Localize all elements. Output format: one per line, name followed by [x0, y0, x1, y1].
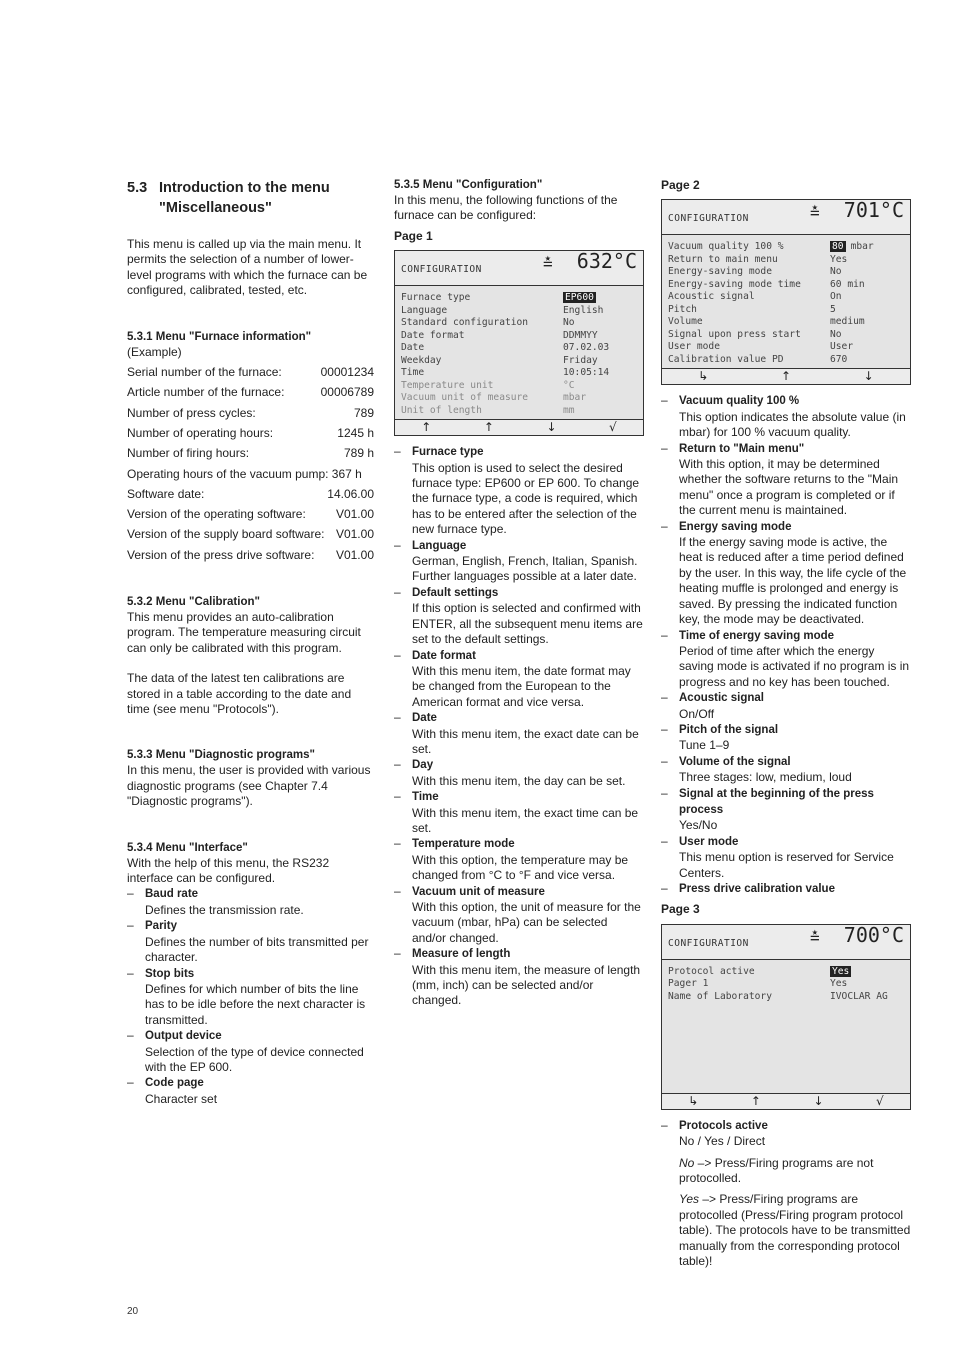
list-item	[127, 918, 374, 965]
screen-row	[401, 392, 637, 405]
info-row	[127, 524, 374, 544]
function-key-icon: ↑	[780, 369, 792, 384]
screen-row-label: Acoustic signal	[668, 291, 755, 303]
section-heading	[127, 178, 374, 218]
function-key-icon: ↓	[863, 369, 874, 384]
info-value: 789	[353, 405, 374, 420]
list-item	[394, 648, 644, 711]
screen-row	[401, 405, 637, 418]
configuration-items-list	[394, 444, 644, 1009]
screen-header	[662, 200, 910, 235]
screen-row	[401, 380, 637, 393]
furnace-info-list	[127, 362, 374, 565]
screen-row-value-text: mm	[563, 404, 575, 416]
item-description: If this option is selected and confirmed with ENTER, all the subsequent menu items are set to the default settings.	[412, 601, 643, 647]
bullet-dash: –	[661, 881, 668, 895]
function-key-icon: ↑	[421, 420, 432, 435]
function-key-icon: ↓	[813, 1093, 824, 1108]
screen-row-value	[563, 342, 609, 355]
list-item	[127, 966, 374, 1029]
screen-row-value	[563, 392, 586, 405]
screen-row	[668, 354, 904, 367]
item-description: With this option, the temperature may be changed from °C to °F and vice versa.	[412, 852, 629, 883]
furnace-info-subtitle: (Example)	[127, 344, 182, 359]
screen-row-label: Energy-saving mode	[668, 266, 772, 278]
heating-icon: ≛	[543, 254, 553, 274]
screen-row	[668, 291, 904, 304]
screen-row-value	[563, 380, 575, 393]
item-description: With this menu item, the date format may be changed from the European to the American format and vice versa.	[412, 663, 631, 709]
list-item	[661, 519, 911, 628]
info-label: Serial number of the furnace:	[127, 365, 282, 380]
item-term: Furnace type	[412, 446, 484, 459]
list-item	[394, 585, 644, 648]
item-term: Protocols active	[679, 1119, 768, 1132]
diagnostic-paragraph: In this menu, the user is provided with various diagnostic programs (see Chapter 7.4 "Diagnostic programs").	[127, 763, 371, 809]
screen-row-label: Calibration value PD	[668, 353, 784, 365]
configuration-screen-page2	[661, 199, 911, 385]
list-item	[661, 722, 911, 754]
info-label: Version of the press drive software:	[127, 547, 315, 562]
bullet-dash: –	[661, 721, 668, 736]
list-item	[661, 881, 911, 897]
item-description: Tune 1–9	[679, 738, 730, 753]
configuration-screen-page1	[394, 250, 644, 436]
list-item	[661, 690, 911, 722]
list-item	[394, 710, 644, 757]
info-value: V01.00	[335, 527, 374, 542]
info-value: 1245 h	[337, 425, 374, 440]
screen-row-value-text: 80	[832, 241, 844, 253]
info-row	[127, 545, 374, 565]
item-description: With this menu item, the day can be set.	[412, 773, 626, 788]
screen-row-label: Signal upon press start	[668, 328, 801, 340]
screen-row-label: Energy-saving mode time	[668, 278, 801, 290]
item-term: Default settings	[412, 586, 499, 599]
screen-row-value-text: On	[830, 291, 842, 303]
screen-row-label: Standard configuration	[401, 317, 529, 329]
bullet-dash: –	[661, 393, 668, 408]
screen-row-value	[830, 978, 847, 991]
screen-row-value	[830, 254, 847, 267]
screen-row-label: Time	[401, 367, 425, 379]
bullet-dash: –	[127, 1075, 134, 1090]
bullet-dash: –	[661, 690, 668, 705]
screen-row-value-text: No	[830, 266, 842, 278]
item-description: With this option, the unit of measure for the vacuum (mbar, hPa) can be selected and/or changed.	[412, 900, 641, 945]
item-description: Defines for which number of bits the line has to be idle before the next character is transmitted.	[145, 981, 366, 1027]
bullet-dash: –	[661, 440, 668, 455]
screen-row-value-text: User	[830, 341, 854, 353]
info-value: 789 h	[343, 446, 374, 461]
info-value: 00001234	[320, 365, 374, 380]
screen-row-value-text: °C	[563, 379, 575, 391]
screen-row-value-text: medium	[830, 316, 865, 328]
list-item	[394, 757, 644, 789]
diagnostic-heading: 5.3.3 Menu "Diagnostic programs"	[127, 749, 315, 762]
page2-items-list	[661, 393, 911, 897]
screen-row	[668, 329, 904, 342]
bullet-dash: –	[394, 789, 401, 804]
item-description: No / Yes / Direct	[679, 1134, 766, 1149]
screen-row-value	[830, 291, 842, 304]
item-term: Output device	[145, 1030, 222, 1043]
info-label: Version of the supply board software:	[127, 527, 325, 542]
section-title-line1: Introduction to the menu	[159, 180, 330, 196]
item-description: Defines the transmission rate.	[145, 902, 304, 917]
bullet-dash: –	[127, 965, 134, 980]
bullet-dash: –	[394, 946, 401, 961]
item-term: Parity	[145, 920, 177, 933]
item-term: Baud rate	[145, 888, 199, 901]
screen-row	[401, 292, 637, 305]
list-item	[661, 628, 911, 691]
info-label: Software date:	[127, 486, 205, 501]
info-row	[127, 362, 374, 382]
screen-row	[668, 254, 904, 267]
item-term: Measure of length	[412, 948, 511, 961]
furnace-info-heading: 5.3.1 Menu "Furnace information"	[127, 330, 312, 343]
function-key-icon: √	[876, 1093, 884, 1108]
bullet-dash: –	[661, 627, 668, 642]
bullet-dash: –	[661, 785, 668, 800]
page3-items-list	[661, 1118, 911, 1270]
screen-row	[401, 330, 637, 343]
item-term: Acoustic signal	[679, 692, 764, 705]
item-description: Character set	[145, 1091, 218, 1106]
page3-label: Page 3	[661, 902, 700, 917]
bullet-dash: –	[394, 647, 401, 662]
screen-row-label: Volume	[668, 316, 703, 328]
item-term: Volume of the signal	[679, 755, 791, 768]
section-title-line2: "Miscellaneous"	[159, 200, 272, 216]
list-item	[127, 1075, 374, 1107]
bullet-dash: –	[661, 753, 668, 768]
list-item	[661, 834, 911, 881]
screen-row-value	[830, 354, 847, 367]
screen-row-value	[563, 405, 575, 418]
info-row	[127, 504, 374, 524]
list-item	[661, 441, 911, 519]
info-label: Number of press cycles:	[127, 405, 256, 420]
screen-row-value	[830, 304, 836, 317]
screen-header	[662, 925, 910, 960]
interface-list	[127, 886, 374, 1107]
screen-row-value-text: EP600	[565, 292, 594, 304]
page1-label: Page 1	[394, 228, 433, 243]
item-term: Energy saving mode	[679, 520, 792, 533]
list-item	[394, 836, 644, 883]
configuration-screen-page3	[661, 924, 911, 1110]
yes-word: Yes	[679, 1192, 700, 1207]
screen-row-label: Return to main menu	[668, 253, 778, 265]
screen-row-value-text: 670	[830, 353, 848, 365]
item-term: Signal at the beginning of the press process	[679, 787, 874, 816]
info-label: Article number of the furnace:	[127, 385, 285, 400]
screen-row-value	[830, 341, 853, 354]
screen-row-label: User mode	[668, 341, 720, 353]
bullet-dash: –	[661, 833, 668, 848]
heating-icon: ≛	[810, 203, 820, 223]
list-item	[661, 754, 911, 786]
screen-row-value	[830, 966, 851, 979]
screen-row	[668, 978, 904, 991]
info-label: Operating hours of the vacuum pump: 367 h	[127, 466, 362, 481]
screen-row-label: Date	[401, 342, 425, 354]
interface-paragraph: With the help of this menu, the RS232 interface can be configured.	[127, 855, 330, 886]
item-description: If the energy saving mode is active, the heat is reduced after a time period defined by the user. In this way, the life cycle of the heating muffle is prolonged and energy is saved. By pressing the indicated function key, the mode may be deactivated.	[679, 535, 907, 627]
screen-temperature: 700°C	[843, 923, 904, 947]
screen-title: CONFIGURATION	[668, 213, 749, 225]
screen-row-unit: mbar	[850, 241, 874, 253]
item-term: Language	[412, 539, 467, 552]
screen-row-label: Weekday	[401, 354, 442, 366]
item-description: This option is used to select the desired furnace type: EP600 or EP 600. To change the furnace type, a code is required, which has to be entered after the selection of the new furnace type.	[412, 460, 640, 537]
list-item	[394, 946, 644, 1009]
calibration-heading: 5.3.2 Menu "Calibration"	[127, 596, 260, 608]
screen-row-value-text: English	[563, 304, 604, 316]
screen-row-label: Temperature unit	[401, 379, 494, 391]
item-description: On/Off	[679, 706, 715, 721]
screen-row-value	[830, 991, 888, 1004]
section-number: 5.3	[127, 180, 148, 196]
screen-row	[401, 367, 637, 380]
screen-function-keys	[662, 1093, 910, 1109]
no-text: –> Press/Firing programs are not protocolled.	[679, 1155, 874, 1186]
screen-row-value	[830, 329, 842, 342]
screen-row-value-text: 10:05:14	[563, 367, 610, 379]
intro-paragraph: This menu is called up via the main menu. It permits the selection of a number of lower-level programs with which the furnace can be configured, calibrated, tested, etc.	[127, 237, 368, 298]
screen-row	[668, 279, 904, 292]
screen-row-value-text: 5	[830, 303, 836, 315]
calibration-paragraph-2: The data of the latest ten calibrations are stored in a table according to the date and time (see menu "Protocols").	[127, 671, 352, 717]
info-label: Number of firing hours:	[127, 446, 250, 461]
bullet-dash: –	[127, 1028, 134, 1043]
item-term: Code page	[145, 1077, 204, 1090]
info-row	[127, 443, 374, 463]
item-description: Selection of the type of device connected with the EP 600.	[145, 1044, 364, 1074]
item-description: German, English, French, Italian, Spanish. Further languages possible at a later date.	[412, 554, 638, 584]
interface-heading: 5.3.4 Menu "Interface"	[127, 841, 248, 854]
item-term: Date format	[412, 649, 476, 662]
screen-row-label: Date format	[401, 329, 465, 341]
bullet-dash: –	[127, 918, 134, 933]
protocol-no-note	[679, 1156, 911, 1187]
item-description: This menu option is reserved for Service Centers.	[679, 850, 894, 880]
item-term: Vacuum unit of measure	[412, 885, 545, 898]
screen-row-value	[563, 355, 598, 368]
screen-row-value	[830, 266, 842, 279]
screen-body	[662, 235, 910, 366]
screen-row-value-text: 60 min	[830, 278, 865, 290]
screen-body	[662, 960, 910, 1004]
item-term: Press drive calibration value	[679, 883, 835, 895]
screen-header	[395, 251, 643, 286]
function-key-icon: ↳	[698, 369, 709, 384]
list-item	[394, 789, 644, 836]
screen-row-value	[830, 241, 874, 254]
screen-row-value-text: No	[563, 317, 575, 329]
screen-temperature: 632°C	[576, 250, 637, 274]
screen-row-label: Protocol active	[668, 965, 755, 977]
list-item	[661, 1118, 911, 1270]
no-word: No	[679, 1155, 695, 1170]
item-term: Date	[412, 712, 437, 725]
list-item	[661, 786, 911, 834]
screen-row-value	[830, 279, 865, 292]
item-description: Period of time after which the energy saving mode is activated if no program is in progress and no key has been touched.	[679, 643, 910, 689]
heating-icon: ≛	[810, 927, 820, 947]
item-description: With this menu item, the exact time can be set.	[412, 805, 639, 835]
bullet-dash: –	[394, 836, 401, 851]
info-row	[127, 382, 374, 402]
screen-row-label: Pitch	[668, 303, 697, 315]
calibration-paragraph-1: This menu provides an auto-calibration program. The temperature measuring circuit can only be calibrated with this program.	[127, 610, 361, 655]
info-row	[127, 423, 374, 443]
screen-row	[668, 241, 904, 254]
list-item	[394, 444, 644, 537]
function-key-icon: ↳	[688, 1093, 699, 1108]
screen-title: CONFIGURATION	[401, 264, 482, 276]
screen-row-label: Language	[401, 304, 448, 316]
page2-label: Page 2	[661, 178, 700, 192]
item-description: Yes/No	[679, 818, 718, 833]
info-value: 14.06.00	[327, 486, 374, 501]
item-term: Temperature mode	[412, 838, 515, 851]
screen-row-label: Furnace type	[401, 292, 471, 304]
screen-row-value	[830, 316, 865, 329]
item-term: Time	[412, 791, 439, 804]
info-row	[127, 403, 374, 423]
info-row	[127, 464, 374, 484]
function-key-icon: ↑	[483, 420, 494, 435]
item-description: With this option, it may be determined whether the software returns to the "Main menu" once a program is completed or if the current menu is maintained.	[679, 457, 899, 518]
column-right	[661, 178, 911, 1269]
screen-row-value	[563, 317, 575, 330]
bullet-dash: –	[661, 1117, 668, 1132]
screen-row-value-text: Yes	[830, 253, 848, 265]
bullet-dash: –	[394, 757, 401, 772]
screen-row-value-text: 07.02.03	[563, 342, 610, 354]
list-item	[127, 1028, 374, 1075]
list-item	[394, 538, 644, 585]
function-key-icon: √	[609, 420, 617, 435]
screen-row	[401, 355, 637, 368]
screen-row-value	[563, 330, 598, 343]
info-label: Version of the operating software:	[127, 507, 306, 522]
info-value: V01.00	[335, 507, 374, 522]
item-term: User mode	[679, 835, 739, 848]
bullet-dash: –	[394, 710, 401, 725]
screen-row	[401, 305, 637, 318]
item-description: This option indicates the absolute value (in mbar) for 100 % vacuum quality.	[679, 409, 906, 440]
info-label: Number of operating hours:	[127, 425, 274, 440]
screen-row-label: Vacuum unit of measure	[401, 392, 529, 404]
page-number: 20	[127, 1306, 139, 1317]
list-item	[661, 393, 911, 440]
bullet-dash: –	[661, 518, 668, 533]
screen-row	[668, 341, 904, 354]
screen-row-value-text: IVOCLAR AG	[830, 990, 888, 1002]
screen-row-value-text: Yes	[832, 965, 850, 977]
screen-body	[395, 286, 643, 417]
item-description: With this menu item, the measure of length (mm, inch) can be selected and/or changed.	[412, 962, 641, 1008]
column-left	[127, 178, 374, 1107]
screen-row-label: Vacuum quality 100 %	[668, 241, 784, 253]
protocol-yes-note	[679, 1192, 911, 1269]
bullet-dash: –	[127, 886, 134, 901]
screen-row-label: Pager 1	[668, 978, 709, 990]
function-key-icon: ↑	[750, 1093, 761, 1108]
configuration-paragraph: In this menu, the following functions of the furnace can be configured:	[394, 193, 618, 223]
screen-row	[668, 991, 904, 1004]
item-term: Pitch of the signal	[679, 723, 779, 736]
screen-function-keys	[395, 419, 643, 435]
bullet-dash: –	[394, 444, 401, 459]
screen-row-value-text: DDMMYY	[563, 329, 598, 341]
bullet-dash: –	[394, 883, 401, 898]
screen-row-value	[563, 305, 603, 318]
screen-row	[401, 317, 637, 330]
bullet-dash: –	[394, 584, 401, 599]
list-item	[394, 884, 644, 947]
screen-row	[668, 266, 904, 279]
screen-function-keys	[662, 368, 910, 384]
column-middle	[394, 178, 644, 1009]
screen-row	[668, 304, 904, 317]
item-description: Defines the number of bits transmitted per character.	[145, 934, 369, 965]
bullet-dash: –	[394, 537, 401, 552]
item-term: Return to "Main menu"	[679, 442, 805, 455]
screen-row	[668, 966, 904, 979]
item-term: Time of energy saving mode	[679, 629, 835, 642]
screen-row-value	[563, 367, 609, 380]
screen-row-label: Name of Laboratory	[668, 990, 772, 1002]
list-item	[127, 886, 374, 918]
screen-title: CONFIGURATION	[668, 937, 749, 949]
yes-text: –> Press/Firing programs are protocolled (Press/Firing program protocol table). The protocols have to be transmitted manually from the corresponding protocol table)!	[679, 1192, 911, 1269]
screen-row	[401, 342, 637, 355]
info-value: 00006789	[320, 385, 374, 400]
screen-row-value-text: No	[830, 328, 842, 340]
screen-row	[668, 316, 904, 329]
function-key-icon: ↓	[546, 420, 557, 435]
screen-row-value-text: mbar	[563, 392, 587, 404]
screen-row-value-text: Friday	[563, 354, 598, 366]
item-description: With this menu item, the exact date can be set.	[412, 726, 639, 756]
screen-row-label: Unit of length	[401, 404, 482, 416]
screen-row-value	[563, 292, 596, 305]
item-description: Three stages: low, medium, loud	[679, 770, 852, 785]
item-term: Stop bits	[145, 967, 195, 980]
info-value: V01.00	[335, 547, 374, 562]
configuration-heading: 5.3.5 Menu "Configuration"	[394, 179, 543, 191]
screen-row-value-text: Yes	[830, 978, 848, 990]
item-term: Vacuum quality 100 %	[679, 395, 800, 408]
screen-temperature: 701°C	[843, 199, 904, 223]
item-term: Day	[412, 759, 434, 772]
info-row	[127, 484, 374, 504]
